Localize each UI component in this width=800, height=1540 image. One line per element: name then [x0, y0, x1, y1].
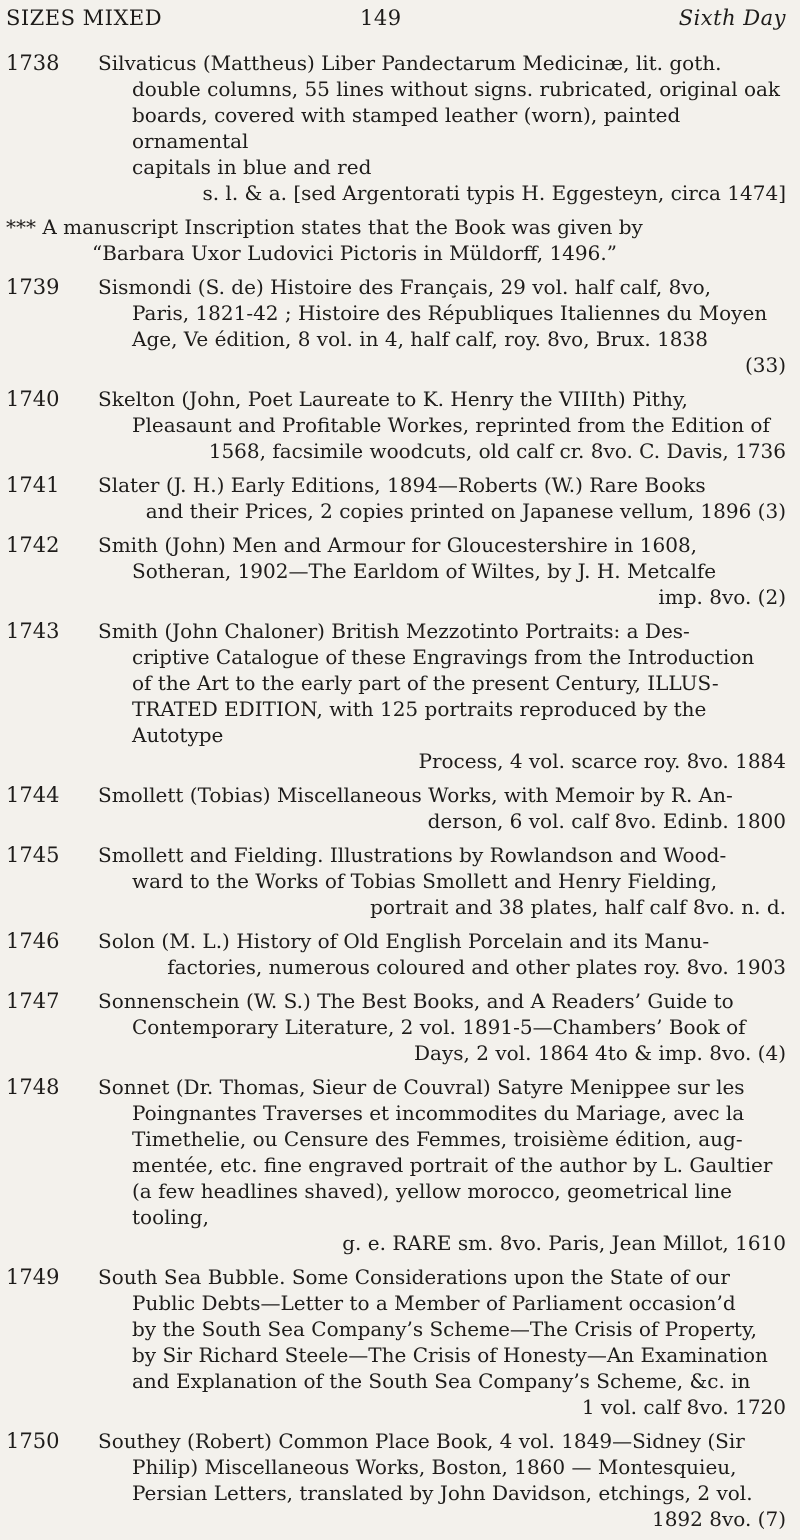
description-line: 1892 8vo. (7): [651, 1507, 786, 1531]
description-line: 1 vol. calf 8vo. 1720: [581, 1395, 786, 1419]
entry-spacer: [0, 1532, 800, 1540]
lot-description: [98, 1074, 786, 1256]
description-line: double columns, 55 lines without signs. rubricated, original oak: [132, 77, 781, 101]
lot-entry: [0, 274, 800, 386]
description-line: s. l. & a. [sed Argentorati typis H. Eggesteyn, circa 1474]: [202, 181, 786, 205]
description-line: factories, numerous coloured and other plates roy. 8vo. 1903: [167, 955, 786, 979]
lot-number: 1742: [6, 533, 60, 557]
description-line: *** A manuscript Inscription states that the Book was given by: [6, 215, 643, 239]
description-line: and their Prices, 2 copies printed on Japanese vellum, 1896 (3): [145, 499, 786, 523]
description-line: Smollett and Fielding. Illustrations by Rowlandson and Wood-: [98, 843, 727, 867]
entry-spacer: [0, 920, 800, 928]
description-line: Days, 2 vol. 1864 4to & imp. 8vo. (4): [414, 1041, 786, 1065]
description-line: 1568, facsimile woodcuts, old calf cr. 8vo. C. Davis, 1736: [208, 439, 786, 463]
lot-entry: [0, 50, 800, 214]
description-line: mentée, etc. fine engraved portrait of the author by L. Gaultier: [132, 1153, 773, 1177]
entry-spacer: [0, 266, 800, 274]
entry-spacer: [0, 464, 800, 472]
description-line: Process, 4 vol. scarce roy. 8vo. 1884: [418, 749, 786, 773]
lot-entry: [0, 618, 800, 782]
description-line: imp. 8vo. (2): [658, 585, 786, 609]
lot-entry: [0, 842, 800, 928]
description-line: Contemporary Literature, 2 vol. 1891-5—Chambers’ Book of: [132, 1015, 746, 1039]
running-header: [0, 0, 800, 40]
description-line: Poingnantes Traverses et incommodites du Mariage, avec la: [132, 1101, 745, 1125]
lot-description: [98, 50, 786, 206]
description-line: and Explanation of the South Sea Company’s Scheme, &c. in: [132, 1369, 751, 1393]
description-line: of the Art to the early part of the present Century, ILLUS-: [132, 671, 719, 695]
lot-description: [98, 1428, 786, 1532]
entry-spacer: [0, 980, 800, 988]
lot-number: 1741: [6, 473, 60, 497]
lot-number: 1747: [6, 989, 60, 1013]
description-line: capitals in blue and red: [132, 155, 372, 179]
description-line: boards, covered with stamped leather (worn), painted ornamental: [132, 103, 681, 153]
entry-spacer: [0, 524, 800, 532]
lot-description: [98, 472, 786, 524]
description-line: criptive Catalogue of these Engravings from the Introduction: [132, 645, 755, 669]
lot-number: 1745: [6, 843, 60, 867]
lot-number: 1738: [6, 51, 60, 75]
description-line: Smollett (Tobias) Miscellaneous Works, with Memoir by R. An-: [98, 783, 733, 807]
description-line: Public Debts—Letter to a Member of Parliament occasion’d: [132, 1291, 736, 1315]
description-line: by the South Sea Company’s Scheme—The Crisis of Property,: [132, 1317, 757, 1341]
description-line: TRATED EDITION, with 125 portraits reproduced by the Autotype: [132, 697, 707, 747]
description-line: Sonnenschein (W. S.) The Best Books, and A Readers’ Guide to: [98, 989, 734, 1013]
lot-description: [98, 618, 786, 774]
page-number: 149: [360, 6, 402, 30]
entry-spacer: [0, 378, 800, 386]
description-line: Pleasaunt and Profitable Workes, reprinted from the Edition of: [132, 413, 770, 437]
entry-spacer: [0, 834, 800, 842]
lot-note: [0, 214, 800, 274]
lot-entry: [0, 386, 800, 472]
entry-spacer: [0, 1066, 800, 1074]
description-line: Smith (John) Men and Armour for Gloucestershire in 1608,: [98, 533, 698, 557]
entry-spacer: [0, 1256, 800, 1264]
lot-entry: [0, 1074, 800, 1264]
description-line: Paris, 1821-42 ; Histoire des Républiques Italiennes du Moyen: [132, 301, 768, 325]
lot-description: [98, 782, 786, 834]
description-line: Age, Ve édition, 8 vol. in 4, half calf, roy. 8vo, Brux. 1838: [132, 327, 708, 351]
lot-entry: [0, 1264, 800, 1428]
lot-entry: [0, 532, 800, 618]
lot-description: [98, 988, 786, 1066]
header-day-label: Sixth Day: [678, 6, 786, 30]
description-line: Skelton (John, Poet Laureate to K. Henry the VIIIth) Pithy,: [98, 387, 688, 411]
lot-number: 1739: [6, 275, 60, 299]
description-line: Southey (Robert) Common Place Book, 4 vol. 1849—Sidney (Sir: [98, 1429, 745, 1453]
lot-entry: [0, 988, 800, 1074]
description-line: g. e. RARE sm. 8vo. Paris, Jean Millot, 1610: [342, 1231, 786, 1255]
description-line: portrait and 38 plates, half calf 8vo. n. d.: [370, 895, 786, 919]
description-line: Sotheran, 1902—The Earldom of Wiltes, by J. H. Metcalfe: [132, 559, 717, 583]
description-line: Philip) Miscellaneous Works, Boston, 1860 — Montesquieu,: [132, 1455, 737, 1479]
description-line: Solon (M. L.) History of Old English Porcelain and its Manu-: [98, 929, 710, 953]
lot-description: [98, 928, 786, 980]
lot-entry: [0, 782, 800, 842]
description-line: South Sea Bubble. Some Considerations upon the State of our: [98, 1265, 730, 1289]
lot-list: [0, 40, 800, 1540]
description-line: Sonnet (Dr. Thomas, Sieur de Couvral) Satyre Menippee sur les: [98, 1075, 745, 1099]
lot-description: [98, 386, 786, 464]
description-line: Timethelie, ou Censure des Femmes, troisième édition, aug-: [132, 1127, 743, 1151]
description-line: derson, 6 vol. calf 8vo. Edinb. 1800: [427, 809, 786, 833]
lot-description: [98, 1264, 786, 1420]
lot-number: 1749: [6, 1265, 60, 1289]
description-line: (33): [744, 353, 786, 377]
entry-spacer: [0, 1420, 800, 1428]
description-line: Persian Letters, translated by John Davidson, etchings, 2 vol.: [132, 1481, 753, 1505]
description-line: Smith (John Chaloner) British Mezzotinto Portraits: a Des-: [98, 619, 690, 643]
header-section-title: SIZES MIXED: [6, 6, 163, 30]
description-line: Slater (J. H.) Early Editions, 1894—Roberts (W.) Rare Books: [98, 473, 706, 497]
description-line: by Sir Richard Steele—The Crisis of Honesty—An Examination: [132, 1343, 768, 1367]
description-line: “Barbara Uxor Ludovici Pictoris in Müldorff, 1496.”: [92, 241, 617, 265]
lot-description: [98, 274, 786, 378]
lot-number: 1743: [6, 619, 60, 643]
lot-number: 1746: [6, 929, 60, 953]
lot-description: [98, 532, 786, 610]
lot-number: 1740: [6, 387, 60, 411]
lot-number: 1750: [6, 1429, 60, 1453]
lot-description: [6, 214, 786, 266]
lot-description: [98, 842, 786, 920]
entry-spacer: [0, 610, 800, 618]
entry-spacer: [0, 774, 800, 782]
lot-number: 1748: [6, 1075, 60, 1099]
description-line: Silvaticus (Mattheus) Liber Pandectarum Medicinæ, lit. goth.: [98, 51, 722, 75]
lot-entry: [0, 928, 800, 988]
description-line: (a few headlines shaved), yellow morocco, geometrical line tooling,: [132, 1179, 732, 1229]
description-line: ward to the Works of Tobias Smollett and Henry Fielding,: [132, 869, 718, 893]
lot-entry: [0, 1428, 800, 1540]
entry-spacer: [0, 206, 800, 214]
lot-number: 1744: [6, 783, 60, 807]
lot-entry: [0, 472, 800, 532]
description-line: Sismondi (S. de) Histoire des Français, 29 vol. half calf, 8vo,: [98, 275, 712, 299]
